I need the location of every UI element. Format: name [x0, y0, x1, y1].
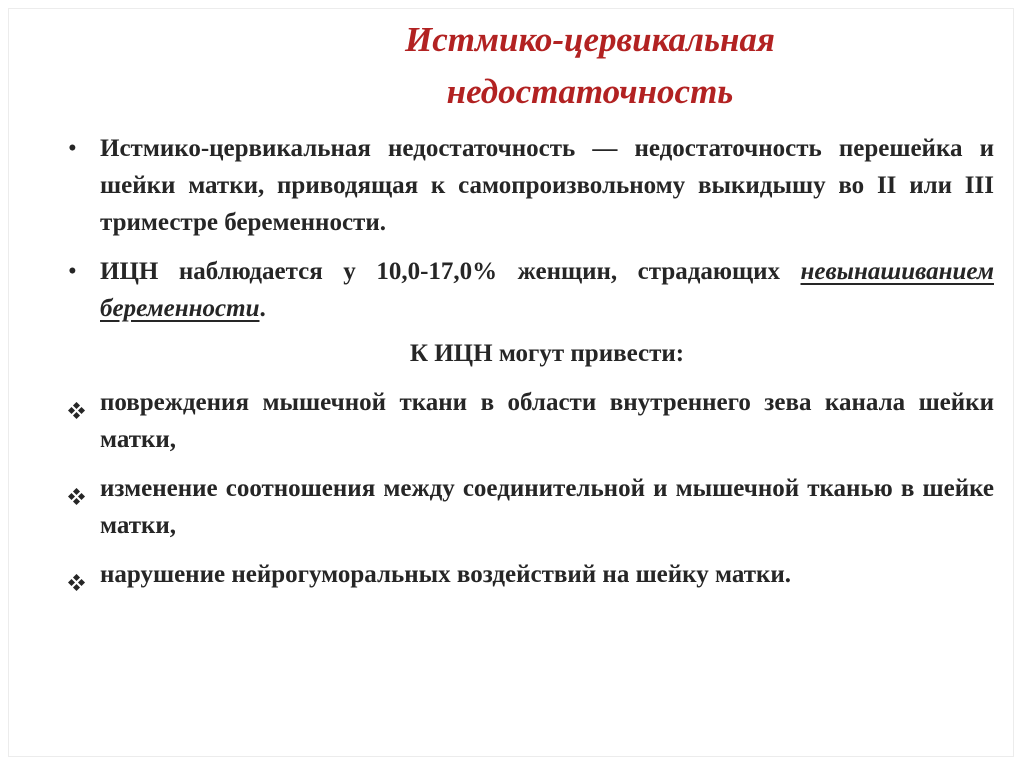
- prevalence-bullet: [68, 253, 994, 327]
- definition-bullet: [68, 130, 994, 241]
- slide-content: [68, 130, 994, 593]
- prevalence-text-end: .: [259, 295, 266, 322]
- dot-bullet-icon: [68, 130, 88, 167]
- diamond-bullet-icon: [68, 394, 88, 431]
- diamond-bullet-icon: [68, 480, 88, 517]
- dot-bullet-icon: [68, 253, 88, 290]
- cause-item: [68, 556, 994, 593]
- cause-item: [68, 470, 994, 544]
- cause-item: [68, 384, 994, 458]
- cause-text: нарушение нейрогуморальных воздействий на шейку матки.: [100, 561, 792, 588]
- causes-heading: К ИЦН могут привести:: [409, 340, 685, 367]
- cause-text: повреждения мышечной ткани в области внутреннего зева канала шейки матки,: [100, 389, 994, 453]
- diamond-bullet-icon: [68, 566, 88, 603]
- definition-text: Истмико-цервикальная недостаточность — недостаточность перешейка и шейки матки, приводящая к самопроизвольному выкидышу во II или III триместре беременности.: [100, 135, 994, 236]
- slide-title-line-1: Истмико-цервикальная: [405, 20, 775, 59]
- cause-text: изменение соотношения между соединительной и мышечной тканью в шейке матки,: [100, 475, 994, 539]
- slide-title-line-2: недостаточность: [446, 72, 734, 111]
- prevalence-text: ИЦН наблюдается у 10,0-17,0% женщин, страдающих: [100, 258, 801, 285]
- miscarriage-link[interactable]: невынашиванием беременности: [100, 258, 994, 322]
